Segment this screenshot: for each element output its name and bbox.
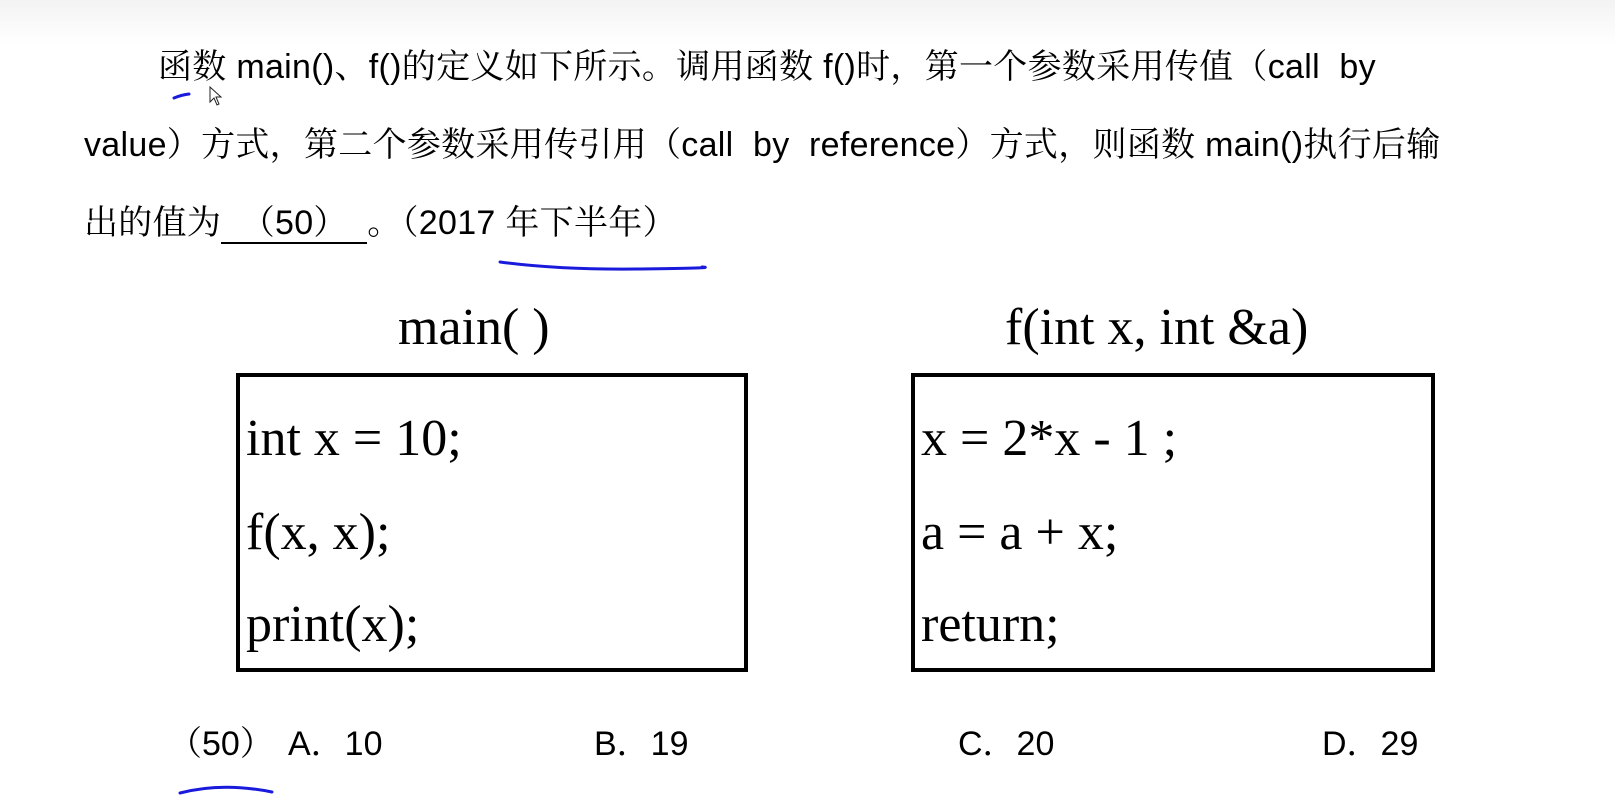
- answer-blank: （50）: [221, 206, 367, 244]
- main-function-box: [236, 373, 748, 672]
- question-text-prefix: 出的值为: [84, 204, 222, 242]
- f-function-box: [911, 373, 1435, 672]
- window-top-bar: [0, 0, 1615, 44]
- main-code-line-3: print(x);: [246, 596, 420, 653]
- option-b: B．19: [594, 725, 689, 763]
- question-source-year: 。（2017 年下半年）: [367, 204, 677, 242]
- ink-underline-title-start: [174, 94, 189, 98]
- ink-underline-question-number: [180, 787, 272, 793]
- ink-underline-year: [500, 262, 705, 269]
- question-text-line-2: value）方式，第二个参数采用传引用（call by reference）方式，则函数 main()执行后输: [84, 126, 1441, 164]
- f-code-line-2: a = a + x;: [921, 504, 1119, 561]
- question-text-line-1: 函数 main()、f()的定义如下所示。调用函数 f()时，第一个参数采用传值（call by: [158, 48, 1376, 86]
- f-function-title: f(int x, int &a): [1005, 299, 1309, 356]
- main-code-line-2: f(x, x);: [246, 504, 391, 561]
- option-question-number: （50）: [168, 725, 274, 763]
- option-c: C．20: [958, 725, 1055, 763]
- main-code-line-1: int x = 10;: [246, 410, 462, 467]
- mouse-cursor-icon: [210, 87, 221, 105]
- main-function-title: main( ): [398, 299, 550, 356]
- f-code-line-3: return;: [921, 596, 1060, 653]
- f-code-line-1: x = 2*x - 1 ;: [921, 410, 1178, 467]
- option-d: D．29: [1322, 725, 1419, 763]
- question-text-line-3: [84, 206, 677, 244]
- option-a: A．10: [288, 725, 383, 763]
